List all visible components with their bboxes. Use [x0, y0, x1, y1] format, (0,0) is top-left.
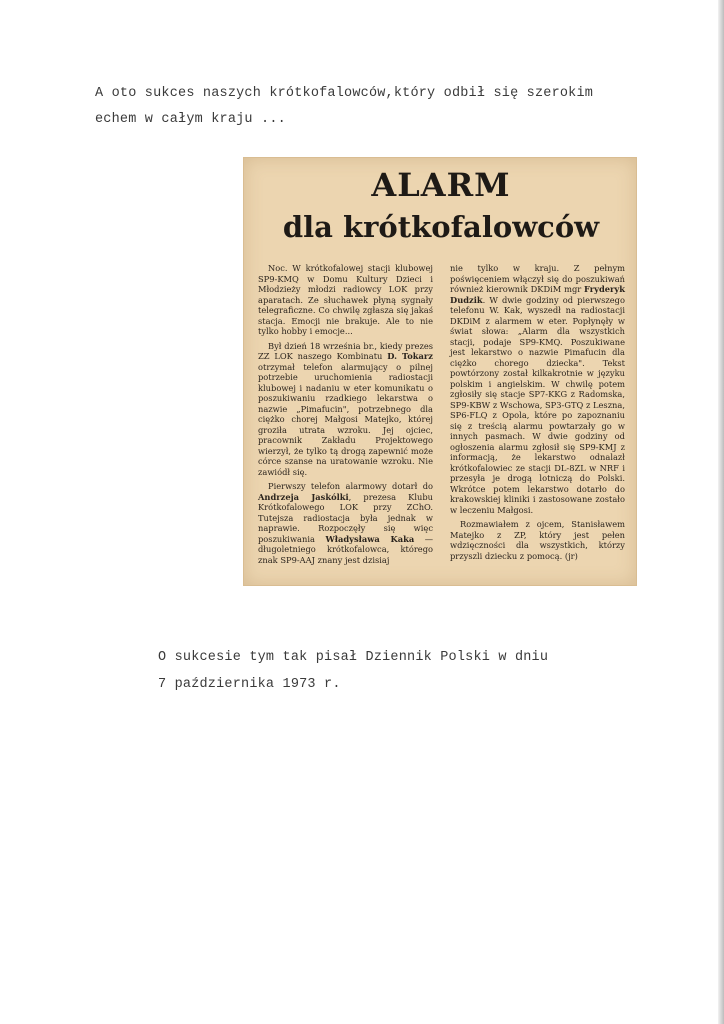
paragraph-text: , prezesa Klubu Krótkofalowego LOK przy ZChO. Tutejsza radiostacja była jednak w naprawie. Rozpoczęły się więc poszukiwania — [258, 491, 433, 544]
footer-typed-line-2: 7 października 1973 r. — [158, 677, 341, 692]
intro-typed-line-2: echem w całym kraju ... — [95, 112, 286, 127]
paragraph-text: otrzymał telefon alarmujący o pilnej potrzebie uruchomienia radiostacji klubowej i nadaniu w eter komunikatu o poszukiwaniu rzadkiego lekarstwa o nazwie „Pimafucin", potrzebnego dla ciężko chorej Małgosi Matejko, której groziła utrata wzroku. Jej ojciec, pracownik Zakładu Projektowego wierzył, że tylko tą drogą zapewnić może córce szanse na uratowanie wzroku. Nie zawiódł się. — [258, 361, 433, 477]
article-column-right — [450, 263, 625, 565]
newspaper-clipping — [243, 157, 637, 586]
article-paragraph-4 — [450, 263, 625, 515]
paragraph-text: Był dzień 18 września br., kiedy prezes ZZ LOK naszego Kombinatu — [258, 340, 433, 361]
paragraph-text: — długoletniego krótkofalowca, którego znak SP9-AAJ znany jest dzisiaj — [258, 533, 434, 565]
intro-typed-line-1: A oto sukces naszych krótkofalowców,który odbił się szerokim — [95, 86, 594, 101]
person-name-dudzik: Fryderyk Dudzik — [450, 284, 625, 305]
article-column-left — [258, 263, 433, 569]
person-name-jaskolki: Andrzeja Jaskólki — [258, 491, 349, 502]
article-paragraph-5: Rozmawiałem z ojcem, Stanisławem Matejko z ZP, który jest pełen wdzięczności dla wszystkich, którzy przyszli dziecku z pomocą. (jr) — [450, 519, 625, 561]
clipping-headline: ALARM — [371, 166, 511, 204]
paragraph-text: . W dwie godziny od pierwszego telefonu W. Kak, wyszedł na radiostacji DKDiM z alarmem w eter. Popłynęły w świat słowa: „Alarm dla wszystkich stacji, podaje SP9-KMQ. Poszukiwane jest lekarstwo o nazwie Pimafucin dla ciężko chorego dziecka". Tekst powtórzony został kilkakrotnie w języku polskim i angielskim. W chwilę potem zgłosiły się stacje SP7-KKG z Radomska, SP9-KBW z Wschowa, SP3-GTQ z Leszna, SP6-FLQ z Opola, które po zapoznaniu się z treścią alarmu powtarzały go w innych pasmach. W dwie godziny od ogłoszenia alarmu zgłosił się SP9-KMJ z informacją, że lekarstwo odnalazł krótkofalowiec ze stacji DL-8ZL w NRF i przesyła je drogą lotniczą do Polski. Wkrótce potem lekarstwo dotarło do krakowskiej kliniki i zastosowane zostało w leczeniu Małgosi. — [450, 294, 625, 515]
article-paragraph-1: Noc. W krótkofalowej stacji klubowej SP9-KMQ w Domu Kultury Dzieci i Młodzieży młodzi radiowcy LOK przy aparatach. Ze słuchawek płyną sygnały telegraficzne. Co chwilę zgłasza się jakaś stacja. Emocji nie brakuje. Ale to nie tylko hobby i emocje... — [258, 263, 433, 336]
clipping-subheadline: dla krótkofalowców — [282, 210, 600, 244]
paragraph-text: Pierwszy telefon alarmowy dotarł do — [268, 481, 433, 491]
person-name-kaka: Władysława Kaka — [325, 533, 415, 544]
page-edge-shadow — [718, 0, 724, 1024]
footer-typed-line-1: O sukcesie tym tak pisał Dziennik Polski w dniu — [158, 650, 549, 665]
article-paragraph-2 — [258, 341, 433, 478]
paragraph-text: nie tylko w kraju. Z pełnym poświęceniem włączył się do poszukiwań również kierownik DKDiM mgr — [450, 263, 625, 294]
person-name-tokarz: D. Tokarz — [387, 351, 433, 361]
article-paragraph-3 — [258, 481, 433, 565]
